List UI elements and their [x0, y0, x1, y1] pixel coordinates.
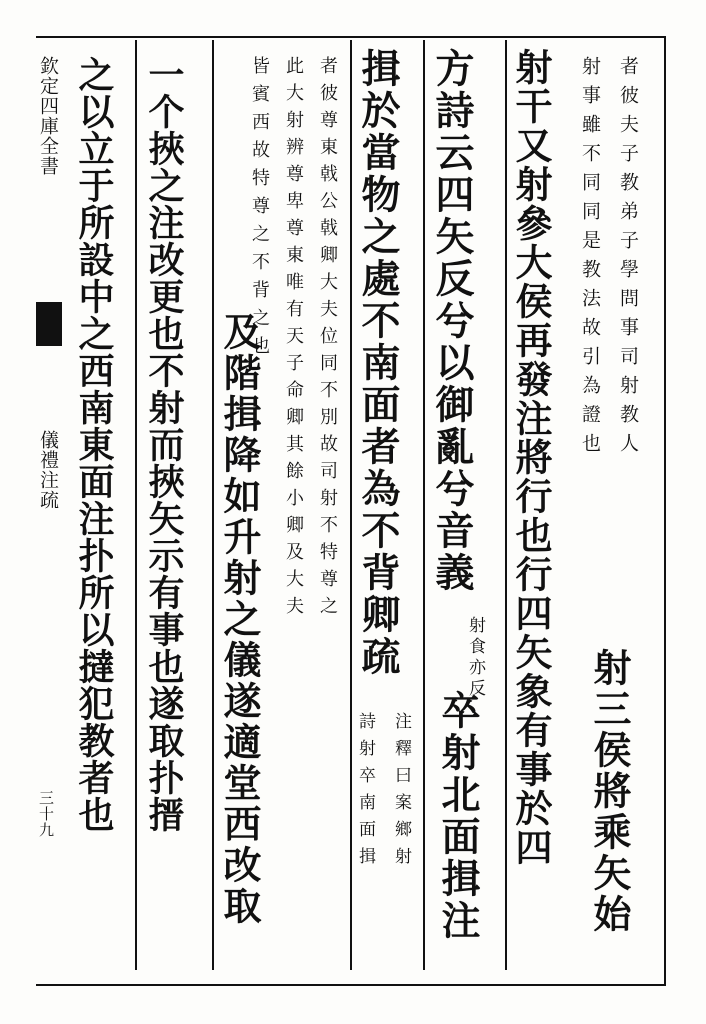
main-text-line: 之以立于所設中之西南東面注扑所以撻犯教者也	[73, 56, 115, 833]
column-rule	[212, 40, 214, 970]
main-text-line: 射干又射參大侯再發注將行也行四矢象有事於四	[509, 48, 553, 867]
column-rule	[135, 40, 137, 970]
main-text-line: 及階揖降如升射之儀遂適堂西改取	[217, 312, 262, 927]
column-rule	[505, 40, 507, 970]
commentary-line: 者彼尊東戟公戟卿大夫位同不別故司射不特尊之	[317, 56, 338, 623]
main-text-line: 卒射北面揖注	[435, 690, 481, 942]
book-title: 欽定四庫全書	[37, 56, 59, 176]
main-text-line: 射三侯將乘矢始	[587, 648, 632, 935]
commentary-line: 詩射卒南面揖	[355, 712, 375, 874]
main-text-line: 揖於當物之處不南面者為不背卿疏	[355, 48, 401, 678]
phonetic-note: 射食亦反	[465, 616, 485, 700]
commentary-line: 注釋曰案鄉射	[391, 712, 411, 874]
fishtail-mark	[36, 302, 62, 346]
commentary-line: 皆賓西故特尊之不背之也	[249, 56, 270, 364]
column-rule	[350, 40, 352, 970]
section-title: 儀禮注疏	[37, 430, 59, 510]
page-number: 三十九	[37, 790, 55, 838]
main-text-line: 方詩云四矢反兮以御亂兮音義	[429, 48, 475, 594]
commentary-line: 此大射辨尊卑尊東唯有天子命卿其餘小卿及大夫	[283, 56, 304, 623]
column-rule	[423, 40, 425, 970]
commentary-line: 射事雖不同同是教法故引為證也	[579, 56, 601, 462]
commentary-line: 者彼夫子教弟子學問事司射教人	[617, 56, 639, 462]
main-text-line: 一个挾之注改更也不射而挾矢示有事也遂取扑搢	[143, 56, 185, 833]
